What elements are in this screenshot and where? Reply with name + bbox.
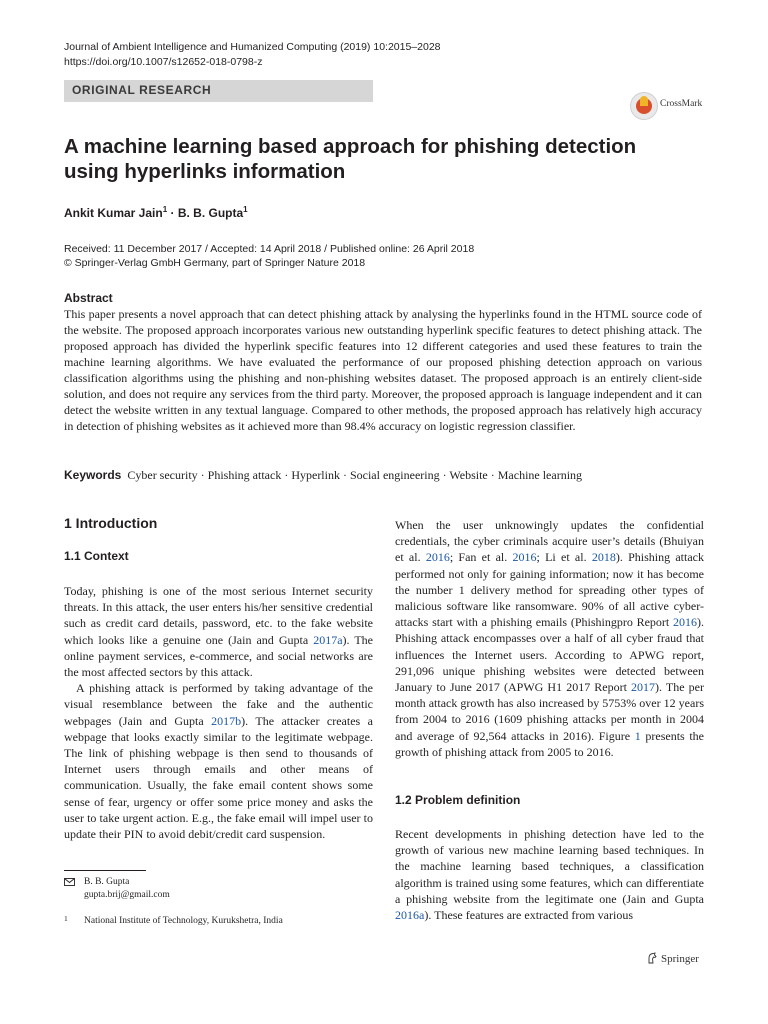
section-label-bar [64, 80, 373, 102]
journal-header [64, 40, 441, 70]
keywords-line [64, 468, 582, 483]
citation-link[interactable]: 2016a [395, 908, 425, 923]
journal-citation: Journal of Ambient Intelligence and Humanized Computing (2019) 10:2015–2028 [64, 41, 441, 53]
author-separator: · [167, 206, 178, 220]
paper-title: A machine learning based approach for phishing detection using hyperlinks information [64, 135, 637, 183]
citation-link[interactable]: 2016 [512, 550, 537, 565]
author-name: Ankit Kumar Jain [64, 206, 163, 220]
crossmark-icon [630, 92, 658, 120]
citation-link[interactable]: 2016 [425, 550, 450, 565]
right-column-bottom [395, 826, 704, 923]
footnote-rule [64, 870, 146, 871]
citation-link[interactable]: 2016 [673, 615, 697, 630]
keywords-label: Keywords [64, 468, 122, 482]
section-label: ORIGINAL RESEARCH [72, 83, 212, 97]
crossmark-label: CrossMark [660, 99, 703, 109]
citation-link[interactable]: 2017 [631, 680, 656, 695]
crossmark-badge[interactable] [630, 92, 746, 122]
envelope-icon [64, 878, 75, 891]
keywords-list: Cyber security · Phishing attack · Hyperlink · Social engineering · Website · Machine learning [127, 468, 583, 482]
correspondence-footnote [64, 876, 170, 902]
paragraph: When the user unknowingly updates the confidential credentials, the cyber criminals acquire user’s details (Bhuiyan et al. 2016; Fan et al. 2016; Li et al. 2018). Phishing attack performed not only for gaining information; now it has become the number 1 delivery method for spreading other types of malicious software like ransomware. 90% of all active cyber-attacks start with a phishing emails (Phishingpro Report 2016). Phishing attack encompasses over a half of all cyber fraud that influences the Internet users. According to APWG report, 291,096 unique phishing websites were detected between January to June 2017 (APWG H1 2017 Report 2017). The per month attack growth has also increased by 5753% over 12 years from 2004 to 2016 (1609 phishing attacks per month in 2004 and average of 92,564 attacks in 2016). Figure 1 presents the growth of phishing attack from 2005 to 2016. [395, 518, 705, 759]
springer-horse-icon [646, 952, 658, 964]
paragraph: Recent developments in phishing detection have led to the growth of various new machine learning based techniques. In the machine learning based techniques, a classification algorithm is trained using some features, which can differentiate a phishing website from the legitimate one (Jain and Gupta 2016a). These features are extracted from various [395, 827, 704, 923]
subsection-heading-context: 1.1 Context [64, 549, 129, 563]
paragraph: Today, phishing is one of the most serious Internet security threats. In this attack, the user enters his/her sensitive credential such as credit card details, password, etc. to the fake website which looks like a genuine one (Jain and Gupta 2017a). The online payment services, e-commerce, and social networks are the most affected sectors by this attack. [64, 584, 373, 680]
abstract-heading: Abstract [64, 291, 113, 305]
copyright-line: © Springer-Verlag GmbH Germany, part of Springer Nature 2018 [64, 257, 366, 269]
section-heading-introduction: 1 Introduction [64, 515, 158, 531]
publication-dates [64, 242, 474, 270]
citation-link[interactable]: 2018 [591, 550, 616, 565]
doi-link[interactable]: https://doi.org/10.1007/s12652-018-0798-z [64, 56, 263, 68]
affiliation-number: 1 [64, 914, 68, 923]
subsection-heading-problem-definition: 1.2 Problem definition [395, 793, 521, 807]
author-list [64, 205, 248, 220]
history-dates: Received: 11 December 2017 / Accepted: 14 April 2018 / Published online: 26 April 2018 [64, 243, 475, 255]
author-name: B. B. Gupta [177, 206, 244, 220]
contact-name: B. B. Gupta [84, 877, 130, 887]
author-affiliation-mark: 1 [162, 205, 168, 214]
affiliation-text: National Institute of Technology, Kurukshetra, India [84, 916, 283, 926]
author-affiliation-mark: 1 [243, 205, 248, 214]
citation-link[interactable]: 2017a [313, 632, 343, 647]
contact-email[interactable]: gupta.brij@gmail.com [84, 890, 170, 900]
figure-link[interactable]: 1 [634, 728, 641, 743]
citation-link[interactable]: 2017b [211, 713, 242, 728]
publisher-name: Springer [661, 953, 699, 965]
paragraph: A phishing attack is performed by taking advantage of the visual resemblance between the fake and the authentic webpages (Jain and Gupta 2017b). The attacker creates a webpage that looks exactly similar to the legitimate webpage. The link of phishing webpage is then send to thousands of Internet users through emails and other means of communication. Usually, the fake email content shows some sense of fear, urgency or offer some price money and asks the user to take urgent action. E.g., the fake email will impel user to update their PIN to avoid debit/credit card suspension. [64, 681, 373, 842]
publisher-logo [646, 952, 699, 965]
left-column [64, 583, 373, 842]
abstract-text: This paper presents a novel approach that can detect phishing attack by analysing the hyperlinks found in the HTML source code of the website. The proposed approach incorporates various new outstanding hyperlink specific features to detect phishing attack. The proposed approach has divided the hyperlink specific features into 12 different categories and used these features to train the machine learning algorithms. We have evaluated the performance of our proposed phishing detection approach on various classification algorithms using the phishing and non-phishing websites dataset. The proposed approach is an entirely client-side solution, and does not require any services from the third party. Moreover, the proposed approach is language independent and it can detect the website written in any textual language. Compared to other methods, the proposed approach has relatively high accuracy in detection of phishing websites as it achieved more than 98.4% accuracy on logistic regression classifier. [64, 307, 702, 433]
affiliation-footnote [64, 915, 283, 928]
right-column-top [395, 517, 704, 760]
